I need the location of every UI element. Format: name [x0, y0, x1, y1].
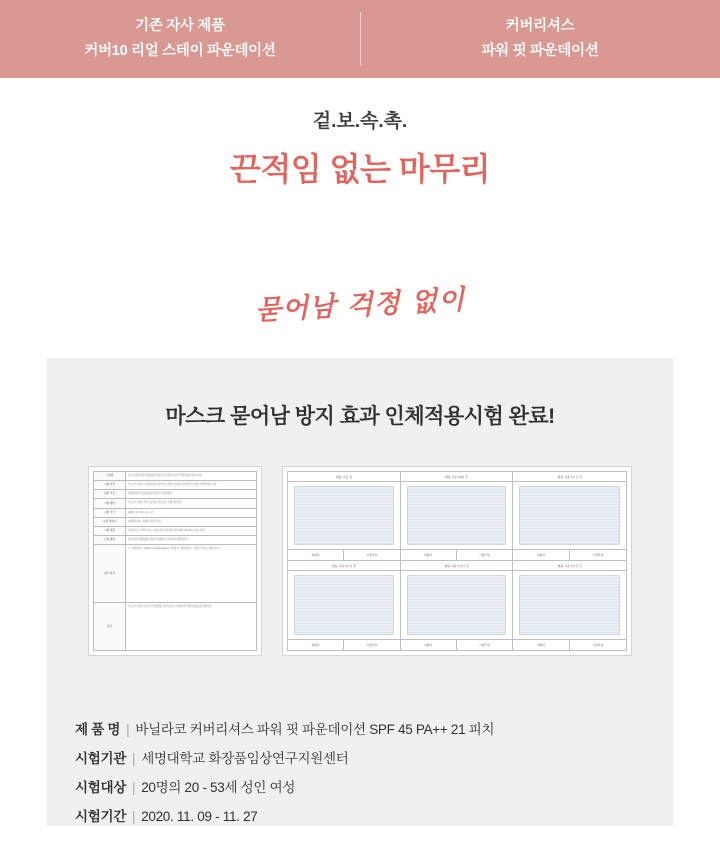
photo-header-5: 제품 사용 8시간 후	[513, 561, 626, 571]
mask-photo	[407, 486, 507, 545]
table-row	[94, 603, 257, 651]
comparison-header	[0, 0, 720, 78]
photo-header-3: 제품 사용 4시간 후	[288, 561, 400, 571]
table-row	[94, 472, 257, 481]
report-value-7: 1일 1회 적정량을 얼굴 전체에 고르게 펴 발라준다	[126, 535, 257, 544]
headline-title: 끈적임 없는 마무리	[229, 150, 491, 187]
photo-cell-8h	[513, 561, 626, 650]
photo-footer-site: 시험부위	[366, 553, 378, 557]
headline-block	[0, 108, 720, 191]
photo-footer-subject: 피험자	[401, 640, 457, 650]
spec-key-period: 시험기간	[75, 809, 126, 824]
report-label-8: 평가 항목	[94, 545, 126, 603]
mask-photo	[519, 575, 620, 635]
photo-footer	[401, 639, 513, 650]
photo-footer-subject: 피험자	[513, 640, 569, 650]
comparison-existing-line2: 커버10 리얼 스테이 파운데이션	[84, 42, 276, 59]
spec-value-period: 2020. 11. 09 - 11. 27	[141, 809, 258, 824]
comparison-new-line1: 커버리셔스	[505, 18, 575, 35]
photo-cell-before	[288, 472, 401, 560]
table-row	[94, 508, 257, 517]
photo-grid-row-1	[288, 472, 626, 561]
spec-row-institution	[75, 747, 494, 767]
photo-header-4: 제품 사용 6시간 후	[401, 561, 513, 571]
report-label-4: 시험 기간	[94, 508, 126, 517]
mask-photo	[294, 486, 394, 545]
photo-footer-site: 시험부위	[479, 643, 490, 647]
report-value-4: 2020. 11. 09 - 11. 27	[126, 508, 257, 517]
report-value-8: 1. 측정평가 : Mask Contamination 측정, 2. 설문평가 : 사용 만족도 설문조사	[126, 545, 257, 603]
spec-value-product: 바닐라코 커버리셔스 파워 핏 파운데이션 SPF 45 PA++ 21 피치	[135, 722, 495, 737]
photo-grid	[287, 471, 627, 651]
photo-footer-subject: 피험자	[513, 550, 569, 560]
report-value-0: 마스크에 의한 화장품의 묻어남 개선 효과 인체적용시험 (1차)	[126, 472, 257, 481]
photo-footer	[288, 549, 400, 560]
photo-header-1: 제품 사용 30분 후	[401, 472, 513, 482]
photo-header-2: 제품 사용 2시간 후	[513, 472, 626, 482]
report-value-9: 마스크 착용 4시간 후 화장품 묻어남이 유의하게 개선되었음을 확인함	[126, 603, 257, 651]
script-tagline: 묻어남 걱정 없이	[254, 284, 467, 327]
test-report-document	[88, 466, 262, 656]
mask-photo	[407, 575, 507, 635]
report-value-6: 바닐라코 커버리셔스 파워 핏 파운데이션 SPF 45 PA++ 21 피치	[126, 526, 257, 535]
report-label-6: 시험 제품	[94, 526, 126, 535]
photo-grid-row-2	[288, 561, 626, 650]
test-photo-grid-document	[282, 466, 632, 656]
photo-footer	[513, 549, 626, 560]
photo-footer-subject: 피험자	[401, 550, 457, 560]
report-value-5: 20명의 20 - 53세 성인 여성	[126, 517, 257, 526]
spec-value-institution: 세명대학교 화장품임상연구지원센터	[141, 751, 349, 766]
report-label-3: 시험 방법	[94, 499, 126, 508]
photo-cell-6h	[401, 561, 514, 650]
test-spec-list	[75, 718, 494, 825]
table-row	[94, 526, 257, 535]
spec-separator: |	[131, 780, 136, 795]
spec-value-subjects: 20명의 20 - 53세 성인 여성	[141, 780, 296, 795]
spec-row-subjects	[75, 776, 494, 796]
table-row	[94, 481, 257, 490]
spec-separator: |	[126, 722, 130, 737]
comparison-new-line2: 파워 핏 파운데이션	[481, 42, 599, 59]
photo-footer	[401, 549, 513, 560]
photo-footer-site: 시험부위	[592, 643, 604, 647]
spec-key-product: 제 품 명	[75, 722, 121, 737]
spec-separator: |	[131, 809, 136, 824]
photo-header-0: 제품 사용 전	[288, 472, 400, 482]
report-label-7: 사용 방법	[94, 535, 126, 544]
mask-photo	[519, 486, 620, 545]
spec-key-subjects: 시험대상	[75, 780, 126, 795]
photo-footer	[288, 639, 400, 650]
panel-title: 마스크 묻어남 방지 효과 인체적용시험 완료!	[165, 405, 555, 428]
table-row	[94, 535, 257, 544]
table-row	[94, 517, 257, 526]
photo-footer-subject: 피험자	[288, 640, 344, 650]
report-label-0: 시험명	[94, 472, 126, 481]
comparison-existing-line1: 기존 자사 제품	[135, 18, 225, 35]
table-row	[94, 545, 257, 603]
test-report-table	[93, 471, 257, 651]
spec-row-product	[75, 718, 494, 738]
comparison-cell-existing	[0, 0, 360, 78]
photo-footer-site: 시험부위	[592, 553, 604, 557]
photo-cell-30min	[401, 472, 514, 560]
photo-footer-subject: 피험자	[288, 550, 344, 560]
comparison-cell-new	[360, 0, 720, 78]
report-value-1: 마스크 착용 시 화장품의 묻어남 개선 효과를 평가하기 위한 인체적용시험	[126, 481, 257, 490]
report-label-1: 시험 목적	[94, 481, 126, 490]
photo-cell-4h	[288, 561, 401, 650]
photo-footer-site: 시험부위	[479, 553, 490, 557]
table-row	[94, 490, 257, 499]
mask-photo	[294, 575, 394, 635]
report-value-3: 마스크 착용 전후 묻어남 정도를 측정 및 평가	[126, 499, 257, 508]
report-label-9: 결과	[94, 603, 126, 651]
report-label-2: 피험 기관	[94, 490, 126, 499]
headline-subtitle: 겉.보.속.촉.	[312, 111, 408, 132]
photo-footer-site: 시험부위	[366, 643, 378, 647]
report-value-2: 세명대학교 화장품임상연구지원센터	[126, 490, 257, 499]
spec-key-institution: 시험기관	[75, 751, 126, 766]
table-row	[94, 499, 257, 508]
spec-separator: |	[131, 751, 136, 766]
scanned-documents	[47, 466, 673, 656]
spec-row-period	[75, 805, 494, 825]
photo-cell-2h	[513, 472, 626, 560]
report-label-5: 시험 대상자	[94, 517, 126, 526]
photo-footer	[513, 639, 626, 650]
